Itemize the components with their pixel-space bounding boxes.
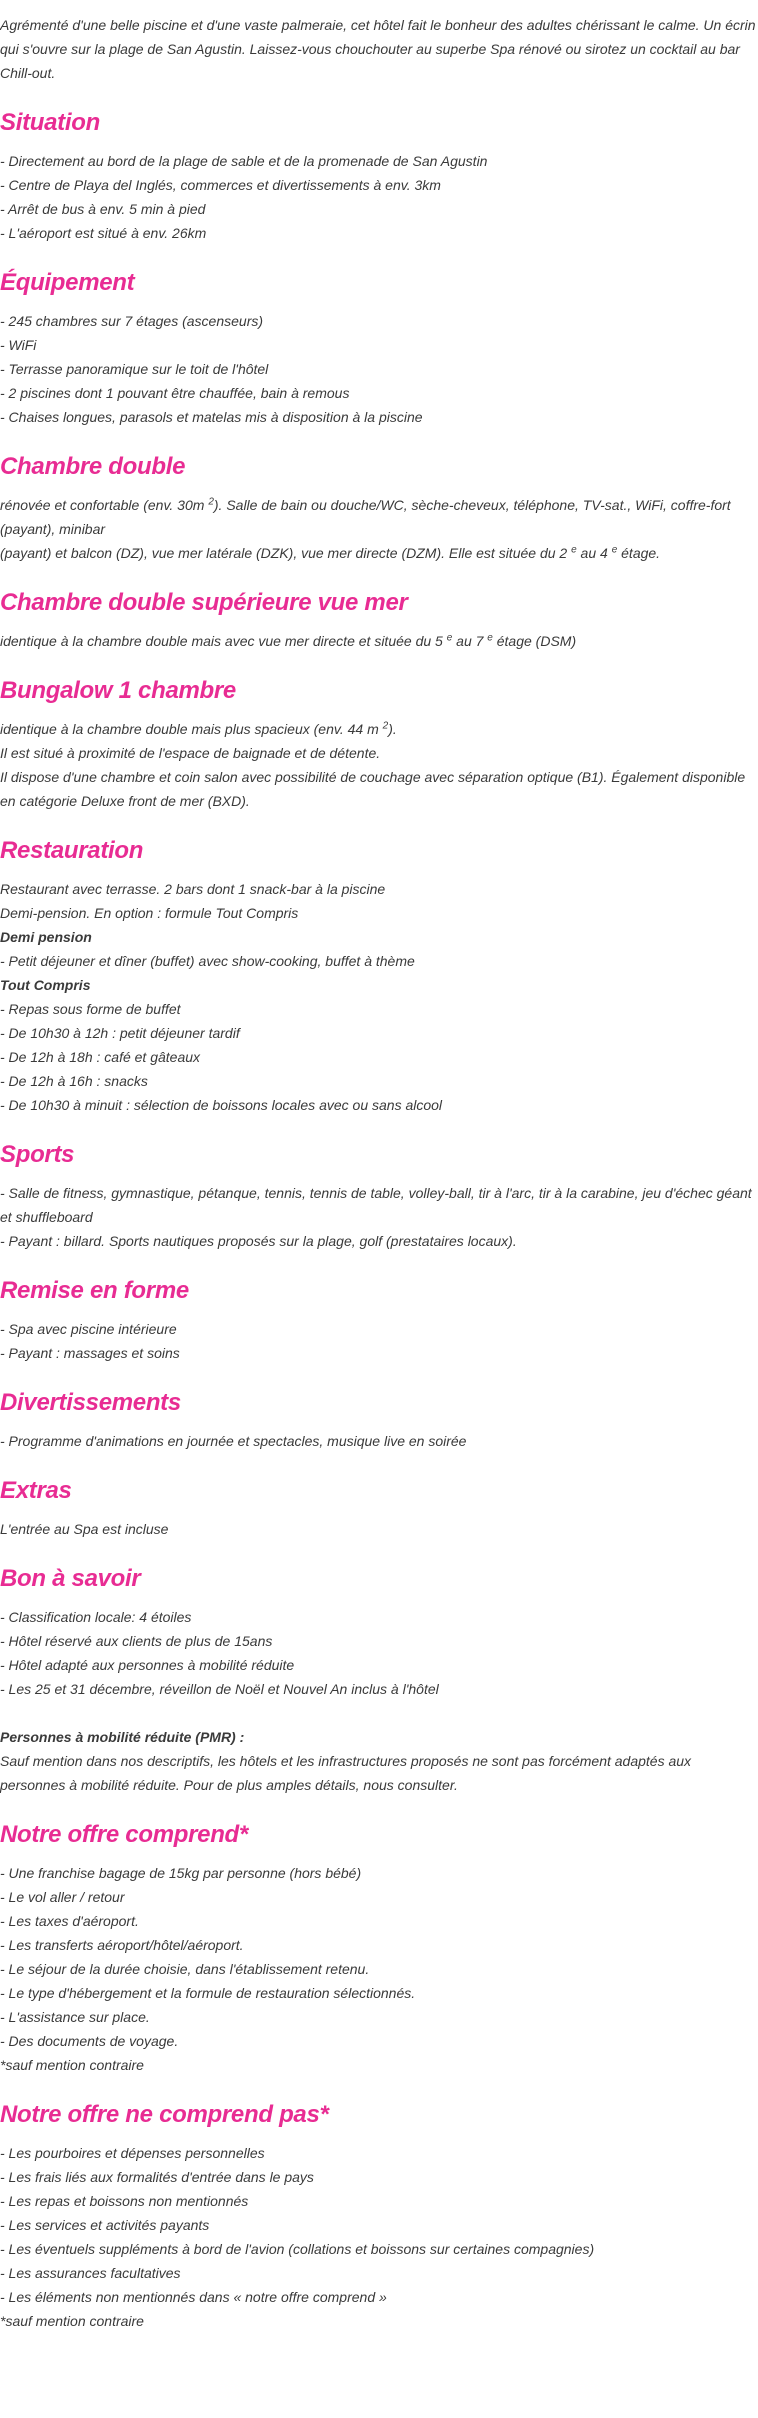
section-title-chambre-double: Chambre double — [0, 453, 186, 480]
subheading-pmr: Personnes à mobilité réduite (PMR) : — [0, 1729, 245, 1745]
list-item: - Hôtel réservé aux clients de plus de 15ans — [0, 1633, 273, 1649]
list-item: - Arrêt de bus à env. 5 min à pied — [0, 201, 206, 217]
superscript: e — [571, 544, 577, 556]
section-divertissements — [0, 1387, 758, 1453]
extras-text: L'entrée au Spa est incluse — [0, 1521, 169, 1537]
text-fragment: ). Salle de bain ou douche/WC, sèche-cheveux, téléphone, TV-sat., WiFi, coffre-fort (payant), minibar — [0, 497, 731, 537]
text-fragment: au 4 — [576, 545, 612, 561]
list-item: - Salle de fitness, gymnastique, pétanque, tennis, tennis de table, volley-ball, tir à l'arc, tir à la carabine, jeu d'échec géant et shuffleboard — [0, 1185, 752, 1225]
list-item: - Les frais liés aux formalités d'entrée dans le pays — [0, 2169, 314, 2185]
superscript: e — [487, 632, 493, 644]
pmr-text: Sauf mention dans nos descriptifs, les hôtels et les infrastructures proposés ne sont pas forcément adaptés aux personnes à mobilité réduite. Pour de plus amples détails, nous consulter. — [0, 1753, 692, 1793]
list-item: - De 10h30 à 12h : petit déjeuner tardif — [0, 1025, 240, 1041]
section-situation — [0, 107, 758, 245]
text-fragment: identique à la chambre double mais avec vue mer directe et située du 5 — [0, 633, 447, 649]
section-bon-a-savoir — [0, 1563, 758, 1797]
section-title-divertissements: Divertissements — [0, 1389, 181, 1416]
list-item: - Les éventuels suppléments à bord de l'avion (collations et boissons sur certaines compagnies) — [0, 2241, 595, 2257]
list-item: - Une franchise bagage de 15kg par personne (hors bébé) — [0, 1865, 362, 1881]
superscript: e — [611, 544, 618, 556]
room-description — [0, 717, 758, 741]
list-item: - De 10h30 à minuit : sélection de boissons locales avec ou sans alcool — [0, 1097, 443, 1113]
intro-text: Agrémenté d'une belle piscine et d'une vaste palmeraie, cet hôtel fait le bonheur des adultes chérissant le calme. Un écrin qui s'ouvre sur la plage de San Agustin. Laissez-vous chouchouter au superbe Spa rénové ou sirotez un cocktail au bar Chill-out. — [0, 17, 756, 81]
list-item: - Directement au bord de la plage de sable et de la promenade de San Agustin — [0, 153, 488, 169]
section-remise-en-forme — [0, 1275, 758, 1365]
section-equipement — [0, 267, 758, 429]
subheading-tout-compris: Tout Compris — [0, 977, 91, 993]
list-item: - Centre de Playa del Inglés, commerces et divertissements à env. 3km — [0, 177, 441, 193]
text-fragment: (payant) et balcon (DZ), vue mer latérale (DZK), vue mer directe (DZM). Elle est située du 2 — [0, 545, 572, 561]
section-title-remise-en-forme: Remise en forme — [0, 1277, 189, 1304]
text-fragment: rénovée et confortable (env. 30m — [0, 497, 209, 513]
text-fragment: au 7 — [452, 633, 488, 649]
section-title-extras: Extras — [0, 1477, 72, 1504]
list-item: - 2 piscines dont 1 pouvant être chauffée, bain à remous — [0, 385, 350, 401]
list-item: - Les 25 et 31 décembre, réveillon de Noël et Nouvel An inclus à l'hôtel — [0, 1681, 439, 1697]
list-item: - Les transferts aéroport/hôtel/aéroport. — [0, 1937, 244, 1953]
list-item: - Le type d'hébergement et la formule de restauration sélectionnés. — [0, 1985, 416, 2001]
list-item: - Terrasse panoramique sur le toit de l'hôtel — [0, 361, 269, 377]
list-item: - Hôtel adapté aux personnes à mobilité réduite — [0, 1657, 295, 1673]
list-item: - Des documents de voyage. — [0, 2033, 179, 2049]
section-title-restauration: Restauration — [0, 837, 144, 864]
list-item: - De 12h à 16h : snacks — [0, 1073, 148, 1089]
list-item: - Chaises longues, parasols et matelas mis à disposition à la piscine — [0, 409, 423, 425]
text-fragment: étage. — [617, 545, 661, 561]
section-title-bon-a-savoir: Bon à savoir — [0, 1565, 141, 1592]
list-item: - L'aéroport est situé à env. 26km — [0, 225, 207, 241]
section-title-chambre-superieure: Chambre double supérieure vue mer — [0, 589, 408, 616]
section-bungalow — [0, 675, 758, 813]
section-offre-comprend — [0, 1819, 758, 2077]
list-item: - Repas sous forme de buffet — [0, 1001, 181, 1017]
subheading-demi-pension: Demi pension — [0, 929, 92, 945]
room-description — [0, 541, 758, 565]
footnote: *sauf mention contraire — [0, 2313, 144, 2329]
section-title-offre-comprend: Notre offre comprend* — [0, 1821, 248, 1848]
list-item: - Spa avec piscine intérieure — [0, 1321, 177, 1337]
list-item: - Classification locale: 4 étoiles — [0, 1609, 192, 1625]
list-item: - Le séjour de la durée choisie, dans l'établissement retenu. — [0, 1961, 370, 1977]
spacer — [0, 1701, 758, 1725]
list-item: - Les repas et boissons non mentionnés — [0, 2193, 249, 2209]
section-sports — [0, 1139, 758, 1253]
superscript: 2 — [382, 720, 389, 732]
room-description — [0, 629, 758, 653]
section-extras — [0, 1475, 758, 1541]
list-item: - Les pourboires et dépenses personnelles — [0, 2145, 265, 2161]
list-item: - Les taxes d'aéroport. — [0, 1913, 139, 1929]
text-fragment: identique à la chambre double mais plus spacieux (env. 44 m — [0, 721, 383, 737]
text-fragment: étage (DSM) — [492, 633, 577, 649]
list-item: - Le vol aller / retour — [0, 1889, 125, 1905]
section-offre-ne-comprend-pas — [0, 2099, 758, 2333]
list-item: - Les services et activités payants — [0, 2217, 210, 2233]
section-chambre-superieure — [0, 587, 758, 653]
section-title-sports: Sports — [0, 1141, 75, 1168]
list-item: - Les éléments non mentionnés dans « notre offre comprend » — [0, 2289, 387, 2305]
list-item: - Payant : massages et soins — [0, 1345, 180, 1361]
list-item: - De 12h à 18h : café et gâteaux — [0, 1049, 201, 1065]
section-restauration — [0, 835, 758, 1117]
restaurant-text: Restaurant avec terrasse. 2 bars dont 1 snack-bar à la piscine — [0, 881, 386, 897]
room-description: Il dispose d'une chambre et coin salon avec possibilité de couchage avec séparation optique (B1). Également disponible en catégorie Deluxe front de mer (BXD). — [0, 769, 746, 809]
restaurant-text: Demi-pension. En option : formule Tout Compris — [0, 905, 299, 921]
list-item: - Petit déjeuner et dîner (buffet) avec show-cooking, buffet à thème — [0, 953, 415, 969]
section-chambre-double — [0, 451, 758, 565]
list-item: - Programme d'animations en journée et spectacles, musique live en soirée — [0, 1433, 467, 1449]
list-item: - WiFi — [0, 337, 37, 353]
text-fragment: ). — [388, 721, 397, 737]
list-item: - L'assistance sur place. — [0, 2009, 150, 2025]
section-title-situation: Situation — [0, 109, 100, 136]
section-title-bungalow: Bungalow 1 chambre — [0, 677, 236, 704]
section-title-equipement: Équipement — [0, 269, 135, 296]
list-item: - 245 chambres sur 7 étages (ascenseurs) — [0, 313, 264, 329]
room-description: Il est situé à proximité de l'espace de baignade et de détente. — [0, 745, 381, 761]
superscript: e — [446, 632, 453, 644]
room-description — [0, 493, 758, 541]
footnote: *sauf mention contraire — [0, 2057, 144, 2073]
list-item: - Payant : billard. Sports nautiques proposés sur la plage, golf (prestataires locaux). — [0, 1233, 517, 1249]
section-title-offre-ne-comprend-pas: Notre offre ne comprend pas* — [0, 2101, 329, 2128]
superscript: 2 — [208, 496, 214, 508]
list-item: - Les assurances facultatives — [0, 2265, 181, 2281]
